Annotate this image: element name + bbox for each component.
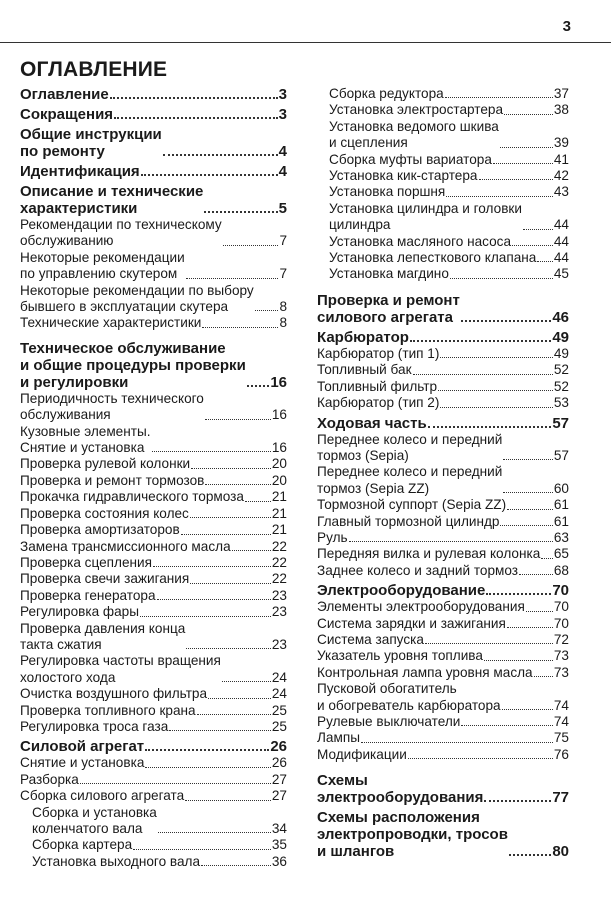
toc-entry-page: 65 [553,546,569,562]
toc-entry[interactable] [20,522,287,538]
toc-entry-title: Переднее колесо и передний тормоз (Sepia) [317,431,503,463]
dot-leader [440,357,552,358]
toc-entry-page: 74 [553,714,569,729]
toc-entry[interactable] [20,183,287,217]
toc-entry[interactable] [20,805,287,838]
toc-entry-title: Проверка и ремонт силового агрегата [317,291,460,326]
page-title: ОГЛАВЛЕНИЕ [20,58,168,81]
toc-entry[interactable] [317,415,569,432]
toc-entry-title: Замена трансмиссионного масла [20,538,231,554]
toc-entry[interactable] [317,379,569,395]
dot-leader [484,800,551,802]
toc-entry[interactable] [20,250,287,283]
toc-entry-page: 43 [553,184,569,200]
dot-leader [507,509,553,510]
toc-entry-title: Модификации [317,746,407,762]
toc-entry[interactable] [317,530,569,546]
dot-leader [152,451,271,452]
dot-leader [153,566,271,567]
header-rule [0,42,611,43]
toc-entry[interactable] [317,102,569,118]
toc-entry-title: Некоторые рекомендации по управлению скутером [20,249,185,282]
toc-entry[interactable] [317,432,569,465]
toc-entry-page: 61 [553,513,569,529]
toc-entry-title: Установка ведомого шкива и сцепления [329,118,499,151]
toc-entry[interactable] [20,588,287,604]
toc-entry-title: Снятие и установка [20,755,145,771]
toc-entry[interactable] [317,292,569,326]
toc-entry-title: Пусковой обогатитель и обогреватель карбюратора [317,681,501,713]
toc-entry-title: Переднее колесо и передний тормоз (Sepia ZZ) [317,464,503,496]
toc-entry[interactable] [317,714,569,730]
toc-entry[interactable] [317,329,569,346]
toc-entry-title: Проверка рулевой колонки [20,456,191,472]
dot-leader [479,179,553,180]
toc-entry-title: Сборка редуктора [329,86,444,101]
toc-entry-page: 73 [553,648,569,664]
dot-leader [247,385,270,387]
toc-entry[interactable] [317,346,569,362]
toc-entry[interactable] [20,340,287,391]
toc-entry-title: Установка кик-стартера [329,168,478,184]
toc-entry-page: 38 [553,102,569,118]
dot-leader [408,758,553,759]
dot-leader [361,742,553,743]
toc-entry-title: Установка цилиндра и головки цилиндра [329,200,522,233]
toc-entry-title: Проверка и ремонт тормозов [20,472,205,488]
toc-entry-page: 53 [553,395,569,411]
dot-leader [208,698,271,699]
toc-entry[interactable] [317,168,569,184]
toc-entry-page: 21 [271,522,287,538]
toc-entry[interactable] [317,152,569,168]
toc-entry[interactable] [20,473,287,489]
toc-entry-page: 27 [271,788,287,804]
toc-entry[interactable] [317,681,569,714]
toc-entry-page: 24 [271,686,287,702]
toc-entry-page: 23 [271,587,287,603]
dot-leader [169,730,271,731]
dot-leader [413,374,553,375]
toc-entry[interactable] [20,424,287,457]
toc-entry-page: 3 [278,86,287,103]
toc-entry-page: 8 [279,315,287,331]
toc-entry-page: 25 [271,702,287,718]
toc-entry[interactable] [20,315,287,331]
toc-entry-page: 22 [271,571,287,587]
toc-entry[interactable] [20,719,287,735]
toc-entry[interactable] [20,772,287,788]
dot-leader [541,558,553,559]
toc-entry-page: 70 [553,615,569,631]
toc-entry[interactable] [20,283,287,316]
toc-entry[interactable] [20,686,287,702]
toc-entry-title: Заднее колесо и задний тормоз [317,562,518,578]
toc-entry-title: Техническое обслуживание и общие процедуры проверки и регулировки [20,339,246,391]
toc-entry-page: 44 [553,217,569,233]
dot-leader [186,278,279,279]
toc-entry-page: 63 [553,529,569,545]
toc-entry-page: 49 [552,328,569,346]
dot-leader [504,114,553,115]
toc-entry-page: 77 [552,789,569,807]
toc-entry[interactable] [20,738,287,755]
dot-leader [197,714,271,715]
dot-leader [205,419,271,420]
dot-leader [500,525,552,526]
toc-entry[interactable] [317,730,569,746]
toc-entry-page: 44 [553,250,569,266]
toc-entry-title: Установка лепесткового клапана [329,250,537,266]
dot-leader [158,832,271,833]
toc-entry[interactable] [20,854,287,870]
dot-leader [500,147,553,148]
toc-entry-page: 23 [271,636,287,652]
toc-entry-title: Сборка муфты вариатора [329,151,492,167]
dot-leader [461,725,553,726]
toc-left-column [20,86,287,870]
toc-entry[interactable] [20,755,287,771]
toc-entry-page: 27 [271,771,287,787]
toc-entry-page: 26 [271,755,287,771]
toc-entry-title: Рулевые выключатели [317,714,461,729]
toc-entry-title: Проверка давления конца такта сжатия [20,620,186,652]
toc-entry-title: Общие инструкции по ремонту [20,126,162,160]
toc-entry[interactable] [317,665,569,681]
toc-entry-page: 20 [271,472,287,488]
toc-entry[interactable] [317,362,569,378]
toc-entry[interactable] [317,582,569,599]
toc-entry[interactable] [317,632,569,648]
toc-entry-page: 52 [553,378,569,394]
page-number: 3 [562,18,571,35]
toc-entry-page: 61 [553,497,569,513]
toc-entry-page: 72 [553,631,569,647]
dot-leader [428,426,552,428]
dot-leader [191,468,271,469]
toc-entry-title: Сборка силового агрегата [20,788,185,804]
toc-entry-title: Установка поршня [329,184,446,200]
toc-entry[interactable] [20,788,287,804]
toc-entry-title: Сборка картера [32,837,133,853]
toc-entry-page: 3 [278,106,287,123]
toc-entry-page: 74 [553,697,569,713]
toc-entry-page: 80 [552,843,569,861]
toc-entry-title: Передняя вилка и рулевая колонка [317,546,541,562]
dot-leader [493,163,553,164]
toc-entry[interactable] [20,621,287,654]
dot-leader [486,593,551,595]
toc-entry-title: Элементы электрооборудования [317,599,525,615]
dot-leader [245,501,271,502]
toc-entry-title: Проверка состояния колес [20,505,189,521]
toc-entry-page: 70 [553,599,569,615]
toc-entry-page: 5 [278,200,287,217]
toc-entry[interactable] [20,571,287,587]
toc-entry-page: 42 [553,168,569,184]
toc-entry-page: 20 [271,456,287,472]
toc-entry-title: Оглавление [20,86,109,103]
dot-leader [523,229,553,230]
toc-entry-title: Технические характеристики [20,315,202,331]
dot-leader [140,616,271,617]
toc-right-column [317,86,569,860]
toc-entry-title: Карбюратор (тип 1) [317,345,440,361]
toc-entry-page: 25 [271,718,287,734]
toc-entry-title: Регулировка фары [20,604,140,620]
dot-leader [141,174,278,176]
dot-leader [519,574,553,575]
toc-entry-title: Некоторые рекомендации по выбору бывшего в эксплуатации скутера [20,282,254,315]
toc-entry-title: Разборка [20,771,79,787]
toc-entry[interactable] [317,514,569,530]
toc-entry-page: 7 [279,266,287,282]
toc-entry-title: Тормозной суппорт (Sepia ZZ) [317,497,507,513]
toc-entry-page: 36 [271,853,287,869]
dot-leader [509,854,551,856]
toc-entry-page: 35 [271,837,287,853]
toc-entry-page: 23 [271,604,287,620]
toc-entry[interactable] [317,395,569,411]
toc-entry[interactable] [317,119,569,152]
toc-entry-title: Очистка воздушного фильтра [20,686,208,702]
toc-entry-title: Система запуска [317,631,424,647]
toc-entry[interactable] [317,599,569,615]
toc-entry-title: Главный тормозной цилиндр [317,513,500,529]
toc-entry-title: Проверка свечи зажигания [20,571,190,587]
dot-leader [484,660,553,661]
toc-entry-page: 22 [271,538,287,554]
toc-entry-title: Установка масляного насоса [329,233,512,249]
dot-leader [503,492,553,493]
toc-entry-page: 73 [553,664,569,680]
dot-leader [461,320,551,322]
toc-entry-title: Лампы [317,730,360,746]
toc-entry-title: Проверка амортизаторов [20,522,180,538]
toc-entry-page: 4 [278,143,287,160]
dot-leader [502,709,553,710]
toc-entry-title: Регулировка троса газа [20,718,169,734]
dot-leader [507,627,553,628]
toc-entry-title: Электрооборудование [317,582,486,600]
toc-entry-page: 16 [270,373,287,391]
dot-leader [204,211,277,213]
toc-entry[interactable] [317,563,569,579]
toc-entry[interactable] [20,604,287,620]
toc-entry[interactable] [317,546,569,562]
toc-entry-title: Регулировка частоты вращения холостого хода [20,653,221,685]
toc-entry-title: Проверка сцепления [20,554,152,570]
toc-entry-page: 16 [271,440,287,456]
dot-leader [223,245,279,246]
toc-entry-page: 21 [271,505,287,521]
dot-leader [503,459,553,460]
toc-entry-title: Схемы расположения электропроводки, тросов и шлангов [317,809,508,861]
toc-entry-title: Идентификация [20,163,140,180]
toc-entry-title: Топливный бак [317,362,412,378]
dot-leader [80,783,271,784]
toc-entry[interactable] [317,464,569,497]
toc-entry-page: 41 [553,151,569,167]
dot-leader [190,583,271,584]
dot-leader [205,484,270,485]
toc-entry-page: 34 [271,821,287,836]
toc-entry[interactable] [20,106,287,123]
toc-entry-title: Установка магдино [329,266,449,282]
toc-entry-page: 68 [553,562,569,578]
dot-leader [526,611,553,612]
toc-entry-page: 8 [279,299,287,315]
dot-leader [255,310,279,311]
toc-entry[interactable] [317,250,569,266]
dot-leader [157,599,271,600]
toc-entry[interactable] [20,506,287,522]
toc-entry-page: 4 [278,163,287,180]
toc-entry-title: Рекомендации по техническому обслуживанию [20,217,222,249]
toc-entry-title: Описание и технические характеристики [20,183,204,217]
dot-leader [438,390,553,391]
toc-entry[interactable] [317,809,569,860]
toc-entry-page: 16 [271,407,287,423]
toc-entry[interactable] [317,616,569,632]
toc-entry[interactable] [20,489,287,505]
toc-entry-page: 24 [271,669,287,685]
toc-entry[interactable] [20,703,287,719]
toc-entry[interactable] [317,266,569,282]
dot-leader [232,550,271,551]
dot-leader [537,261,553,262]
toc-entry[interactable] [317,234,569,250]
toc-entry[interactable] [20,555,287,571]
toc-entry-page: 60 [553,480,569,496]
toc-entry-title: Установка выходного вала [32,853,201,869]
toc-entry[interactable] [20,456,287,472]
dot-leader [110,97,278,99]
dot-leader [425,643,553,644]
dot-leader [512,245,553,246]
toc-entry-page: 45 [553,266,569,282]
dot-leader [349,541,553,542]
toc-entry[interactable] [20,217,287,250]
toc-entry[interactable] [20,653,287,686]
toc-entry-title: Проверка генератора [20,587,156,603]
toc-entry[interactable] [317,648,569,664]
toc-entry-page: 70 [552,582,569,600]
toc-entry-title: Карбюратор (тип 2) [317,395,440,411]
dot-leader [202,327,278,328]
toc-entry-page: 76 [553,746,569,762]
toc-entry[interactable] [20,539,287,555]
toc-entry[interactable] [20,391,287,424]
toc-entry-title: Топливный фильтр [317,378,438,394]
dot-leader [410,340,551,342]
toc-entry-title: Сокращения [20,106,114,123]
toc-entry-page: 57 [552,414,569,432]
toc-entry-page: 21 [271,489,287,505]
toc-entry[interactable] [20,126,287,160]
toc-entry[interactable] [317,747,569,763]
toc-entry[interactable] [20,163,287,180]
toc-entry-title: Ходовая часть [317,414,427,432]
toc-entry-page: 44 [553,233,569,249]
toc-entry-title: Кузовные элементы. Снятие и установка [20,423,151,456]
toc-entry-title: Установка электростартера [329,102,504,118]
toc-entry-title: Прокачка гидравлического тормоза [20,489,244,505]
dot-leader [145,767,270,768]
toc-entry[interactable] [317,201,569,234]
toc-entry-title: Силовой агрегат [20,738,145,756]
dot-leader [114,117,278,119]
toc-entry[interactable] [317,772,569,806]
toc-entry-title: Руль [317,529,348,545]
dot-leader [222,681,271,682]
toc-entry-page: 37 [553,86,569,101]
dot-leader [133,849,271,850]
toc-entry-page: 52 [553,362,569,378]
toc-entry-title: Контрольная лампа уровня масла [317,664,533,680]
dot-leader [186,648,271,649]
toc-entry-title: Указатель уровня топлива [317,648,483,664]
dot-leader [440,407,552,408]
toc-entry-title: Периодичность технического обслуживания [20,390,204,423]
toc-entry-page: 26 [270,738,287,756]
dot-leader [145,749,269,751]
dot-leader [181,534,271,535]
toc-entry-title: Сборка и установка коленчатого вала [32,804,157,836]
dot-leader [534,676,553,677]
toc-entry-page: 39 [553,135,569,151]
toc-entry-title: Карбюратор [317,328,409,346]
dot-leader [185,800,271,801]
toc-entry-page: 22 [271,554,287,570]
toc-entry[interactable] [20,86,287,103]
toc-entry-page: 75 [553,730,569,746]
toc-entry-page: 57 [553,447,569,463]
toc-entry[interactable] [317,497,569,513]
dot-leader [190,517,271,518]
toc-entry-page: 49 [553,345,569,361]
toc-entry[interactable] [317,184,569,200]
toc-entry-page: 7 [279,233,287,249]
dot-leader [445,97,553,98]
toc-entry-title: Система зарядки и зажигания [317,615,506,631]
dot-leader [450,278,553,279]
toc-entry-title: Схемы электрооборудования [317,772,484,807]
toc-entry-page: 46 [552,308,569,326]
toc-entry[interactable] [20,837,287,853]
toc-entry-title: Проверка топливного крана [20,702,196,718]
dot-leader [163,154,278,156]
dot-leader [446,196,553,197]
toc-entry[interactable] [317,86,569,102]
dot-leader [201,865,271,866]
